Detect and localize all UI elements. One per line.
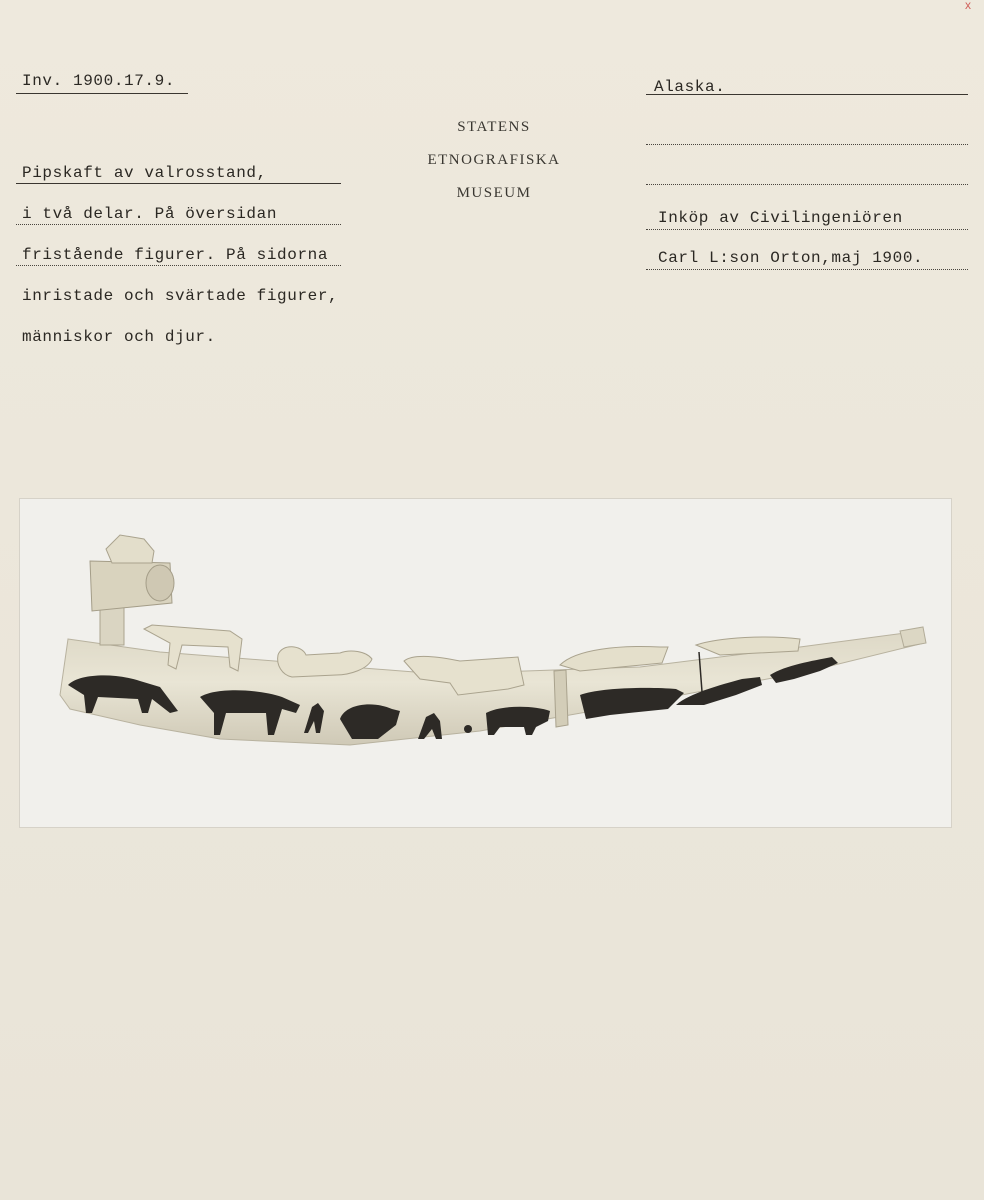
acquisition-line-2: Carl L:son Orton,maj 1900. bbox=[658, 249, 924, 267]
engraved-walrus bbox=[580, 688, 684, 719]
engraved-child-figure bbox=[464, 725, 472, 733]
engraved-pig-like-animal bbox=[486, 707, 550, 735]
description-underline bbox=[16, 183, 341, 184]
description-line-3: fristående figurer. På sidorna bbox=[22, 246, 329, 264]
blank-line-1 bbox=[646, 144, 968, 145]
description-line-1: Pipskaft av valrosstand, bbox=[22, 164, 267, 182]
description-line-2: i två delar. På översidan bbox=[22, 205, 278, 223]
pipe-stem-image bbox=[20, 499, 951, 827]
acquisition-dotline-2 bbox=[646, 269, 968, 270]
acquisition-line-1: Inköp av Civilingeniören bbox=[658, 209, 903, 227]
acquisition-dotline-1 bbox=[646, 229, 968, 230]
description-dotline-2 bbox=[16, 224, 341, 225]
inventory-number: Inv. 1900.17.9. bbox=[22, 72, 176, 90]
mouthpiece bbox=[900, 627, 926, 647]
corner-mark: x bbox=[965, 0, 971, 12]
description-dotline-3 bbox=[16, 265, 341, 266]
region-label: Alaska. bbox=[654, 78, 726, 96]
mounted-photograph bbox=[20, 499, 951, 827]
museum-name-line1: STATENS bbox=[457, 119, 531, 135]
pipe-bowl-side bbox=[146, 565, 174, 601]
museum-name-line3: MUSEUM bbox=[456, 185, 532, 201]
pipe-bowl-stem bbox=[100, 607, 124, 645]
region-underline bbox=[646, 94, 968, 95]
blank-line-2 bbox=[646, 184, 968, 185]
joint-band bbox=[554, 670, 568, 727]
description-line-4: inristade och svärtade figurer, bbox=[22, 287, 339, 305]
bowl-animal-figure bbox=[106, 535, 154, 563]
description-line-5: människor och djur. bbox=[22, 328, 216, 346]
museum-name-line2: ETNOGRAFISKA bbox=[427, 152, 561, 168]
inventory-underline bbox=[16, 93, 188, 94]
